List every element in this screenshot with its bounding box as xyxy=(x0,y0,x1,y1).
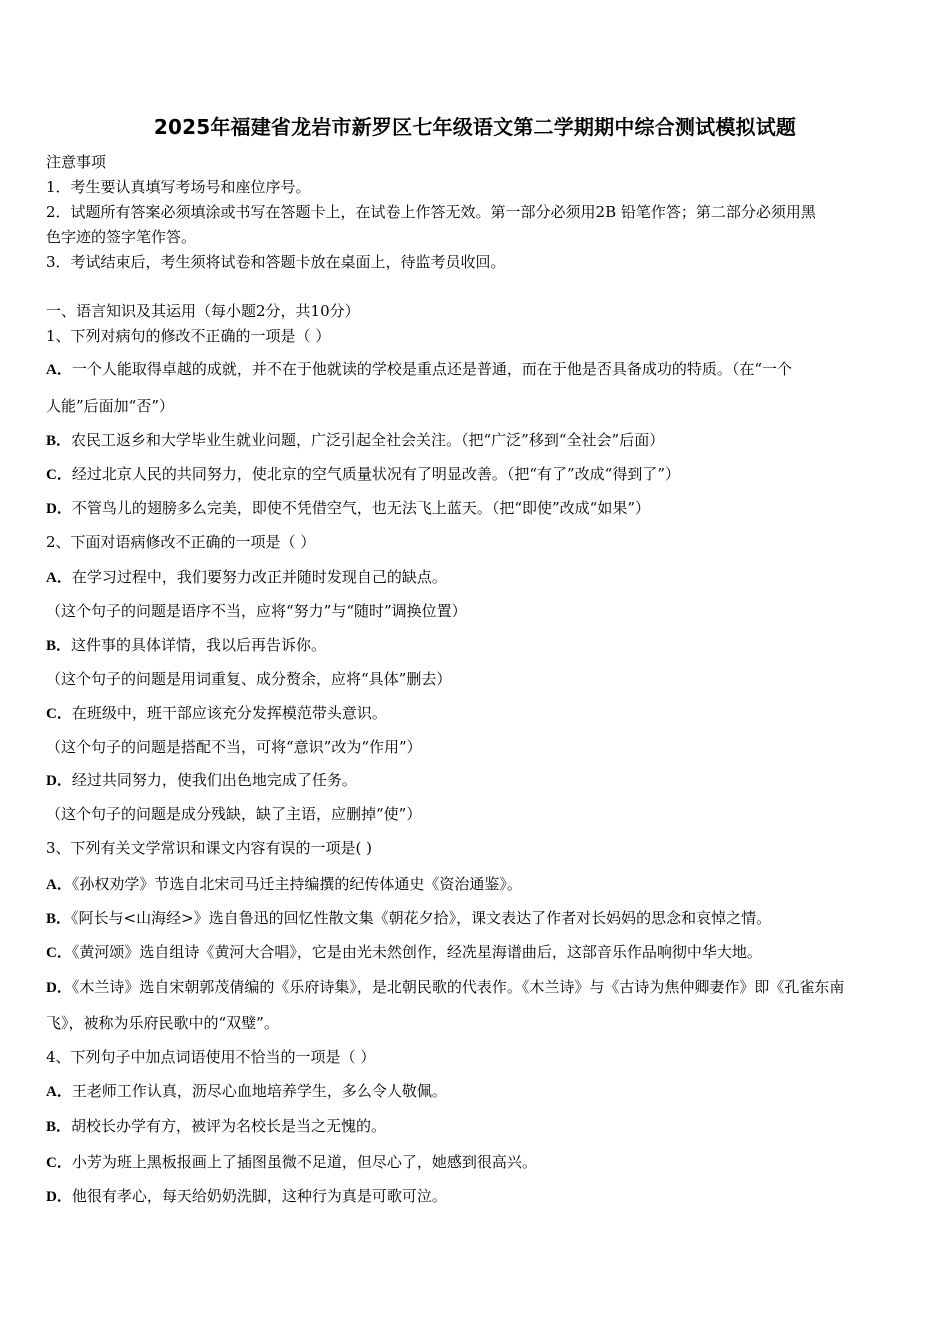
option-label: B． xyxy=(46,638,72,654)
option-label: C． xyxy=(46,706,72,722)
option-c xyxy=(46,941,762,964)
option-c xyxy=(46,1151,537,1174)
option-text: 《阿长与<山海经>》选自鲁迅的回忆性散文集《朝花夕拾》，课文表达了作者对长妈妈的思念和哀悼之情。 xyxy=(71,909,772,927)
option-continuation: 飞》，被称为乐府民歌中的“双璧”。 xyxy=(46,1014,279,1032)
page-title: 2025年福建省龙岩市新罗区七年级语文第二学期期中综合测试模拟试题 xyxy=(153,115,797,139)
notice-item: 色字迹的签字笔作答。 xyxy=(46,228,197,246)
option-b xyxy=(46,429,664,452)
option-label: A． xyxy=(46,570,72,586)
option-text: 经过共同努力，使我们出色地完成了任务。 xyxy=(71,771,357,789)
notice-item: 2．试题所有答案必须填涂或书写在答题卡上，在试卷上作答无效。第一部分必须用2B 铅笔作答；第二部分必须用黑 xyxy=(46,203,816,221)
option-a xyxy=(46,1080,447,1103)
option-label: C． xyxy=(46,467,72,483)
notice-heading: 注意事项 xyxy=(46,153,107,171)
option-c xyxy=(46,702,387,725)
option-text: 在班级中，班干部应该充分发挥模范带头意识。 xyxy=(71,704,387,722)
option-text: 《木兰诗》选自宋朝郭茂倩编的《乐府诗集》，是北朝民歌的代表作。《木兰诗》与《古诗为焦仲卿妻作》即《孔雀东南 xyxy=(71,978,845,996)
option-d xyxy=(46,769,357,792)
option-b xyxy=(46,907,771,930)
option-label: B． xyxy=(46,911,72,927)
option-label: B． xyxy=(46,1119,72,1135)
option-label: C． xyxy=(46,1155,72,1171)
option-continuation: 人能”后面加“否”） xyxy=(46,397,175,415)
option-a xyxy=(46,358,792,381)
option-text: 经过北京人民的共同努力，使北京的空气质量状况有了明显改善。（把“有了”改成“得到了”） xyxy=(71,465,681,483)
option-text: 他很有孝心，每天给奶奶洗脚，这种行为真是可歌可泣。 xyxy=(71,1187,447,1205)
option-label: B． xyxy=(46,433,72,449)
option-text: 在学习过程中，我们要努力改正并随时发现自己的缺点。 xyxy=(71,568,447,586)
option-text: 《黄河颂》选自组诗《黄河大合唱》，它是由光未然创作，经冼星海谱曲后，这部音乐作品响彻中华大地。 xyxy=(71,943,762,961)
option-d xyxy=(46,497,650,520)
option-note: （这个句子的问题是成分残缺，缺了主语，应删掉“使”） xyxy=(46,805,422,823)
option-label: D． xyxy=(46,501,72,517)
option-label: A． xyxy=(46,1084,72,1100)
notice-item: 3．考试结束后，考生须将试卷和答题卡放在桌面上，待监考员收回。 xyxy=(46,253,506,271)
option-text: 这件事的具体详情，我以后再告诉你。 xyxy=(71,636,327,654)
section-heading: 一、语言知识及其运用（每小题2分，共10分） xyxy=(46,302,360,320)
option-text: 不管鸟儿的翅膀多么完美，即使不凭借空气，也无法飞上蓝天。（把“即使”改成“如果”） xyxy=(71,499,651,517)
option-label: D． xyxy=(46,1189,72,1205)
option-text: 胡校长办学有方，被评为名校长是当之无愧的。 xyxy=(71,1117,387,1135)
question-stem: 4、下列句子中加点词语使用不恰当的一项是（ ） xyxy=(46,1048,376,1066)
option-a xyxy=(46,873,522,896)
option-a xyxy=(46,566,447,589)
option-note: （这个句子的问题是搭配不当，可将“意识”改为“作用”） xyxy=(46,738,422,756)
option-text: 小芳为班上黑板报画上了插图虽微不足道，但尽心了，她感到很高兴。 xyxy=(71,1153,537,1171)
option-text: 王老师工作认真，沥尽心血地培养学生，多么令人敬佩。 xyxy=(71,1082,447,1100)
option-label: D． xyxy=(46,773,72,789)
option-text: 《孙权劝学》节选自北宋司马迁主持编撰的纪传体通史《资治通鉴》。 xyxy=(71,875,522,893)
option-text: 一个人能取得卓越的成就，并不在于他就读的学校是重点还是普通，而在于他是否具备成功的特质。（在“一个 xyxy=(71,360,793,378)
option-label: C． xyxy=(46,945,72,961)
option-label: A． xyxy=(46,877,72,893)
option-text: 农民工返乡和大学毕业生就业问题，广泛引起全社会关注。（把“广泛”移到“全社会”后面） xyxy=(71,431,665,449)
option-d xyxy=(46,976,844,999)
option-c xyxy=(46,463,680,486)
option-d xyxy=(46,1185,447,1208)
option-b xyxy=(46,634,326,657)
option-label: A． xyxy=(46,362,72,378)
question-stem: 2、下面对语病修改不正确的一项是（ ） xyxy=(46,533,316,551)
option-note: （这个句子的问题是语序不当，应将“努力”与“随时”调换位置） xyxy=(46,602,467,620)
question-stem: 3、下列有关文学常识和课文内容有误的一项是( ) xyxy=(46,839,373,857)
option-label: D． xyxy=(46,980,72,996)
notice-item: 1．考生要认真填写考场号和座位序号。 xyxy=(46,178,311,196)
question-stem: 1、下列对病句的修改不正确的一项是（ ） xyxy=(46,327,331,345)
option-b xyxy=(46,1115,386,1138)
option-note: （这个句子的问题是用词重复、成分赘余，应将“具体”删去） xyxy=(46,670,452,688)
